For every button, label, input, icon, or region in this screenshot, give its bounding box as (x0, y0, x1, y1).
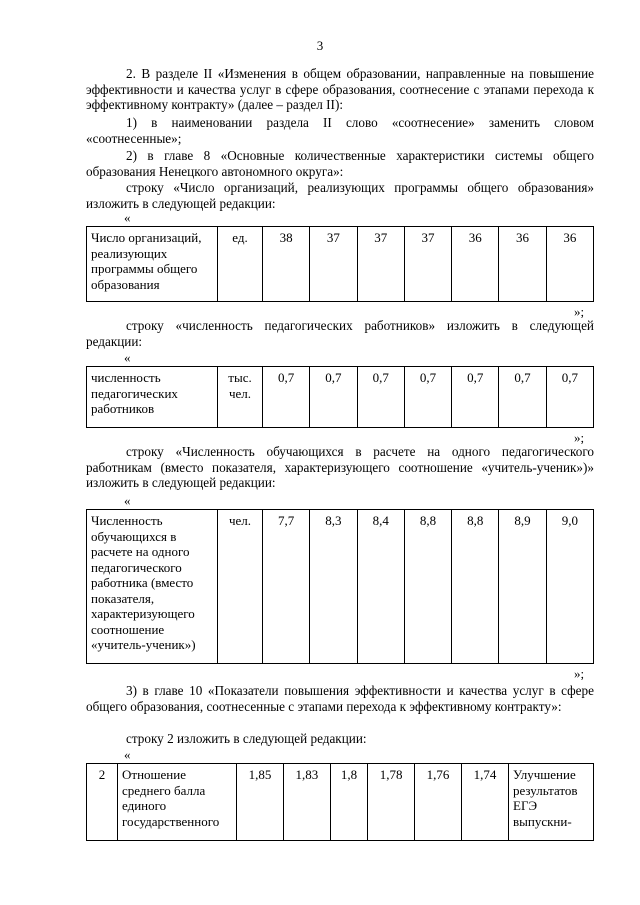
table-exam-scores (86, 763, 594, 841)
open-quote-4: « (124, 747, 131, 762)
paragraph-row-students: строку «Численность обучающихся в расчете на одного педагогического работникам (вместо показателя, характеризующего соотношение «учитель-ученик»)» изложить в следующей редакции: (86, 444, 594, 490)
value-cell: 0,7 (452, 367, 499, 428)
value-cell: 0,7 (499, 367, 546, 428)
value-cell: 0,7 (404, 367, 451, 428)
value-cell: 8,8 (404, 510, 451, 664)
close-quote-3: »; (574, 666, 585, 681)
row-label: Число организаций, реализующих программы общего образования (87, 227, 218, 302)
paragraph-row-teachers: строку «численность педагогических работников» изложить в следующей редакции: (86, 318, 594, 349)
value-cell: 8,8 (452, 510, 499, 664)
value-cell: 1,85 (237, 764, 284, 841)
value-cell: 1,76 (415, 764, 462, 841)
value-cell: 1,8 (330, 764, 367, 841)
value-cell: 1,74 (462, 764, 509, 841)
open-quote-1: « (124, 210, 131, 225)
paragraph-section-2: 2. В разделе II «Изменения в общем образовании, направленные на повышение эффективности и качества услуг в сфере образования, соотнесение с этапами перехода к эффективному контракту» (далее – раздел II): (86, 66, 594, 112)
value-cell: 0,7 (310, 367, 357, 428)
value-cell: 1,83 (283, 764, 330, 841)
value-cell: 7,7 (263, 510, 310, 664)
table-row (87, 367, 594, 428)
paragraph-item-2: 2) в главе 8 «Основные количественные характеристики системы общего образования Ненецкого автономного округа»: (86, 148, 594, 179)
row-label: Численность обучающихся в расчете на одного педагогического работника (вместо показателя, характеризующего соотношение «учитель-ученик») (87, 510, 218, 664)
value-cell: 0,7 (357, 367, 404, 428)
open-quote-3: « (124, 493, 131, 508)
result-cell: Улучшение результатов ЕГЭ выпускни- (509, 764, 594, 841)
value-cell: 36 (499, 227, 546, 302)
value-cell: 9,0 (546, 510, 593, 664)
table-organizations (86, 226, 594, 302)
value-cell: 37 (357, 227, 404, 302)
unit-cell: тыс. чел. (218, 367, 263, 428)
page-number: 3 (316, 38, 324, 53)
value-cell: 38 (263, 227, 310, 302)
table-teachers (86, 366, 594, 428)
close-quote-1: »; (574, 304, 585, 319)
value-cell: 0,7 (263, 367, 310, 428)
close-quote-2: »; (574, 430, 585, 445)
open-quote-2: « (124, 350, 131, 365)
value-cell: 8,4 (357, 510, 404, 664)
value-cell: 0,7 (546, 367, 593, 428)
row-number: 2 (87, 764, 118, 841)
value-cell: 36 (546, 227, 593, 302)
paragraph-item-1: 1) в наименовании раздела II слово «соотнесение» заменить словом «соотнесенные»; (86, 115, 594, 146)
unit-cell: чел. (218, 510, 263, 664)
value-cell: 8,3 (310, 510, 357, 664)
row-label: численность педагогических работников (87, 367, 218, 428)
table-students-per-teacher (86, 509, 594, 664)
paragraph-row-2: строку 2 изложить в следующей редакции: (126, 731, 367, 746)
unit-cell: ед. (218, 227, 263, 302)
table-row (87, 227, 594, 302)
table-row (87, 510, 594, 664)
paragraph-row-orgs: строку «Число организаций, реализующих программы общего образования» изложить в следующей редакции: (86, 180, 594, 211)
value-cell: 37 (404, 227, 451, 302)
value-cell: 37 (310, 227, 357, 302)
value-cell: 1,78 (368, 764, 415, 841)
table-row (87, 764, 594, 841)
value-cell: 36 (452, 227, 499, 302)
paragraph-item-3: 3) в главе 10 «Показатели повышения эффективности и качества услуг в сфере общего образования, соотнесенные с этапами перехода к эффективному контракту»: (86, 683, 594, 714)
value-cell: 8,9 (499, 510, 546, 664)
row-label: Отношение среднего балла единого государственного (118, 764, 237, 841)
